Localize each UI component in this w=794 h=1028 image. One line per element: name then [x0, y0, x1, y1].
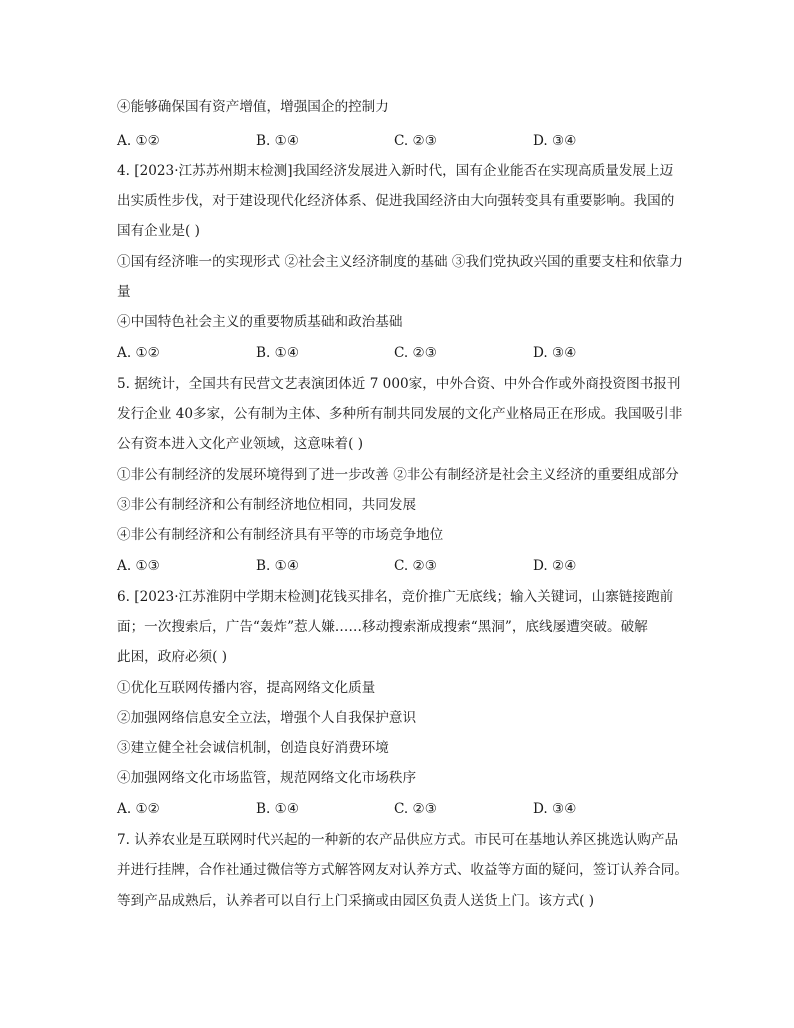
q6-item-line-2: ②加强网络信息安全立法，增强个人自我保护意识	[117, 710, 417, 726]
q4-option-d: D. ③④	[533, 345, 577, 361]
q6-stem-line-1: 6. [2023·江苏淮阴中学期末检测]花钱买排名，竞价推广无底线；输入关键词，山寨链接跑前	[117, 589, 674, 605]
q5-option-d: D. ②④	[533, 558, 577, 574]
q5-item-line-2: ③非公有制经济和公有制经济地位相同，共同发展	[117, 497, 417, 513]
q3-option-c: C. ②③	[394, 133, 437, 149]
q5-item-line-1: ①非公有制经济的发展环境得到了进一步改善 ②非公有制经济是社会主义经济的重要组成部分	[117, 467, 679, 483]
q5-stem-line-3: 公有资本进入文化产业领域，这意味着( )	[117, 436, 364, 452]
q5-option-a: A. ①③	[117, 558, 160, 574]
q7-stem-line-1: 7. 认养农业是互联网时代兴起的一种新的农产品供应方式。市民可在基地认养区挑选认购产品	[117, 832, 679, 848]
q4-stem-line-3: 国有企业是( )	[117, 223, 200, 239]
q6-stem-line-3: 此困，政府必须( )	[117, 649, 228, 665]
q3-item-4: ④能够确保国有资产增值，增强国企的控制力	[117, 99, 389, 115]
q6-stem-line-2: 面；一次搜索后，广告“轰炸”惹人嫌……移动搜索渐成搜索“黑洞”，底线屡遭突破。破解	[117, 619, 648, 635]
q6-item-line-1: ①优化互联网传播内容，提高网络文化质量	[117, 680, 376, 696]
q3-option-d: D. ③④	[533, 133, 577, 149]
q3-option-b: B. ①④	[256, 133, 300, 149]
q6-item-line-3: ③建立健全社会诚信机制，创造良好消费环境	[117, 740, 389, 756]
q5-stem-line-1: 5. 据统计，全国共有民营文艺表演团体近 7 000家，中外合资、中外合作或外商投资图书报刊	[117, 376, 681, 392]
q5-item-line-3: ④非公有制经济和公有制经济具有平等的市场竞争地位	[117, 527, 444, 543]
q7-stem-line-3: 等到产品成熟后，认养者可以自行上门采摘或由园区负责人送货上门。该方式( )	[117, 893, 595, 909]
q6-item-line-4: ④加强网络文化市场监管，规范网络文化市场秩序	[117, 770, 417, 786]
q6-option-a: A. ①②	[117, 801, 160, 817]
q6-option-c: C. ②③	[394, 801, 437, 817]
q6-option-b: B. ①④	[256, 801, 300, 817]
q4-item-line-3: ④中国特色社会主义的重要物质基础和政治基础	[117, 314, 403, 330]
q4-option-c: C. ②③	[394, 345, 437, 361]
q4-item-line-1: ①国有经济唯一的实现形式 ②社会主义经济制度的基础 ③我们党执政兴国的重要支柱和依靠力	[117, 254, 683, 270]
q4-option-a: A. ①②	[117, 345, 160, 361]
q3-option-a: A. ①②	[117, 133, 160, 149]
q5-option-b: B. ①④	[256, 558, 300, 574]
q5-option-c: C. ②③	[394, 558, 437, 574]
q4-option-b: B. ①④	[256, 345, 300, 361]
q4-item-line-2: 量	[117, 284, 131, 300]
q7-stem-line-2: 并进行挂牌，合作社通过微信等方式解答网友对认养方式、收益等方面的疑问，签订认养合同。	[117, 862, 688, 878]
q6-option-d: D. ③④	[533, 801, 577, 817]
q4-stem-line-2: 出实质性步伐，对于建设现代化经济体系、促进我国经济由大向强转变具有重要影响。我国的	[117, 193, 675, 209]
q5-stem-line-2: 发行企业 40多家，公有制为主体、多种所有制共同发展的文化产业格局正在形成。我国吸引非	[117, 406, 683, 422]
q4-stem-line-1: 4. [2023·江苏苏州期末检测]我国经济发展进入新时代，国有企业能否在实现高质量发展上迈	[117, 163, 674, 179]
